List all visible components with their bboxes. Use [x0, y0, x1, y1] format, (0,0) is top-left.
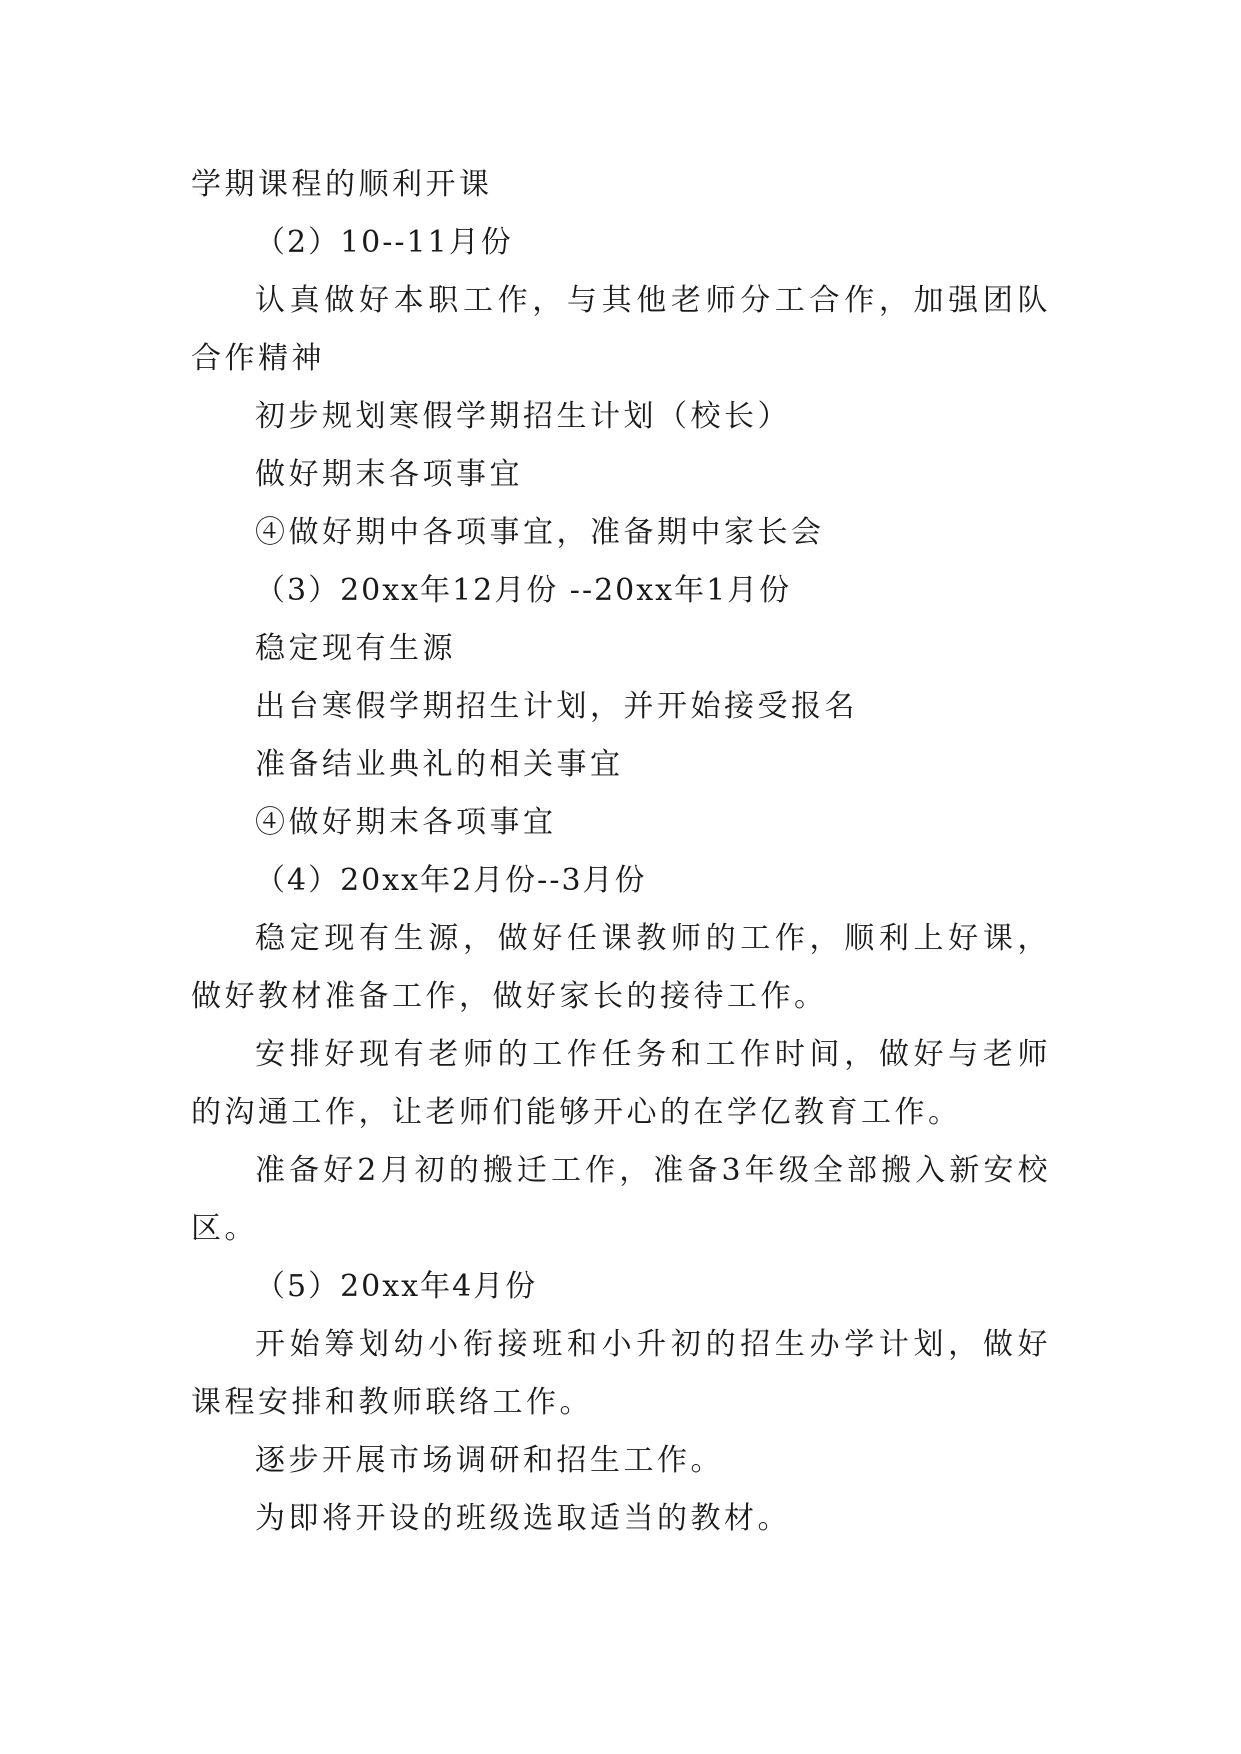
- paragraph: 稳定现有生源，做好任课教师的工作，顺利上好课，做好教材准备工作，做好家长的接待工作。: [191, 921, 1051, 1014]
- paragraph: 初步规划寒假学期招生计划（校长）: [255, 399, 791, 434]
- paragraph: 认真做好本职工作，与其他老师分工合作，加强团队合作精神: [191, 283, 1051, 376]
- paragraph: 开始筹划幼小衔接班和小升初的招生办学计划，做好课程安排和教师联络工作。: [191, 1327, 1051, 1420]
- section-heading-feb-mar: （4）20xx年2月份--3月份: [255, 863, 647, 898]
- document-body: [191, 156, 1051, 1548]
- paragraph-continuation: 学期课程的顺利开课: [191, 167, 493, 202]
- paragraph: 准备结业典礼的相关事宜: [255, 747, 624, 782]
- paragraph: 为即将开设的班级选取适当的教材。: [255, 1501, 791, 1536]
- paragraph: ④做好期中各项事宜，准备期中家长会: [255, 515, 825, 550]
- paragraph: 准备好2月初的搬迁工作，准备3年级全部搬入新安校区。: [191, 1153, 1051, 1246]
- paragraph: ④做好期末各项事宜: [255, 805, 557, 840]
- paragraph: 做好期末各项事宜: [255, 457, 523, 492]
- paragraph: 出台寒假学期招生计划，并开始接受报名: [255, 689, 858, 724]
- section-heading-dec-jan: （3）20xx年12月份 --20xx年1月份: [255, 573, 792, 608]
- paragraph: 安排好现有老师的工作任务和工作时间，做好与老师的沟通工作，让老师们能够开心的在学亿教育工作。: [191, 1037, 1051, 1130]
- section-heading-apr: （5）20xx年4月份: [255, 1269, 538, 1304]
- paragraph: 逐步开展市场调研和招生工作。: [255, 1443, 724, 1478]
- paragraph: 稳定现有生源: [255, 631, 456, 666]
- section-heading-oct-nov: （2）10--11月份: [255, 225, 513, 260]
